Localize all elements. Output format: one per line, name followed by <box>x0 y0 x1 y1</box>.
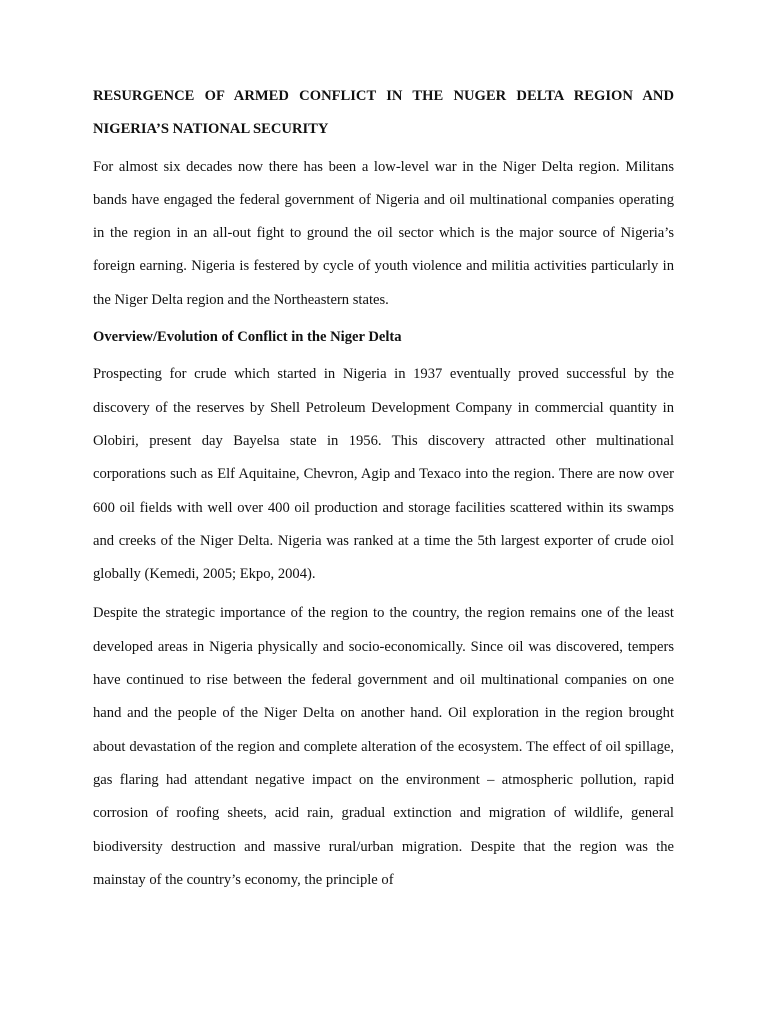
document-body <box>93 80 674 897</box>
section-paragraph: Prospecting for crude which started in Nigeria in 1937 eventually proved successful by the discovery of the reserves by Shell Petroleum Development Company in commercial quantity in Olobiri, present day Bayelsa state in 1956. This discovery attracted other multinational corporations such as Elf Aquitaine, Chevron, Agip and Texaco into the region. There are now over 600 oil fields with well over 400 oil production and storage facilities scattered within its swamps and creeks of the Niger Delta. Nigeria was ranked at a time the 5th largest exporter of crude oiol globally (Kemedi, 2005; Ekpo, 2004). <box>93 366 674 583</box>
section-paragraph: Despite the strategic importance of the region to the country, the region remains one of the least developed areas in Nigeria physically and socio-economically. Since oil was discovered, tempers have continued to rise between the federal government and oil multinational companies on one hand and the people of the Niger Delta on another hand. Oil exploration in the region brought about devastation of the region and complete alteration of the ecosystem. The effect of oil spillage, gas flaring had attendant negative impact on the environment – atmospheric pollution, rapid corrosion of roofing sheets, acid rain, gradual extinction and migration of wildlife, general biodiversity destruction and massive rural/urban migration. Despite that the region was the mainstay of the country’s economy, the principle of <box>93 605 674 888</box>
section-heading: Overview/Evolution of Conflict in the Niger Delta <box>93 329 402 346</box>
document-title: RESURGENCE OF ARMED CONFLICT IN THE NUGER DELTA REGION AND NIGERIA’S NATIONAL SECURITY <box>93 88 674 138</box>
intro-paragraph: For almost six decades now there has been a low-level war in the Niger Delta region. Militans bands have engaged the federal government of Nigeria and oil multinational companies operating in the region in an all-out fight to ground the oil sector which is the major source of Nigeria’s foreign earning. Nigeria is festered by cycle of youth violence and militia activities particularly in the Niger Delta region and the Northeastern states. <box>93 158 674 308</box>
